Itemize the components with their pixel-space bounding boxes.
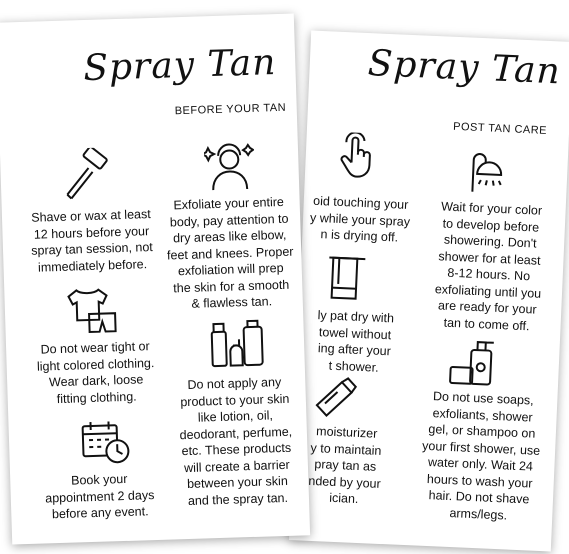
front-tip-4: Do not apply any product to your skin like lotion, oil, deodorant, perfume, etc. These products will create a barrier between your skin and the spray tan.: [179, 375, 293, 508]
back-tip-4: Do not use soaps, exfoliants, shower gel, or shampoo on your first shower, use water only. Wait 24 hours to wash your hair. Do not shave arms/legs.: [421, 389, 541, 523]
shower-icon: [466, 149, 512, 195]
post-tan-card: [289, 31, 569, 552]
back-card-title: Spray Tan: [366, 43, 562, 93]
front-tip-3: Do not wear tight or light colored clothing. Wear dark, loose fitting clothing.: [36, 339, 155, 406]
soap-bottles-icon: [446, 333, 504, 387]
back-card-subtitle: POST TAN CARE: [452, 120, 548, 137]
back-tip-1: oid touching your y while your spray n is drying off.: [309, 193, 411, 245]
front-tip-5: Book your appointment 2 days before any event.: [45, 471, 155, 522]
before-tan-card: [0, 13, 310, 544]
back-tip-2: Wait for your color to develop before showering. Don't shower for at least 8-12 hours. No exfoliating until you are ready for your tan to come off.: [434, 199, 543, 333]
bottles-icon: [207, 316, 269, 368]
front-tip-1: Shave or wax at least 12 hours before your spray tan session, not immediately before.: [31, 207, 154, 275]
front-card-title: Spray Tan: [82, 42, 277, 90]
calendar-clock-icon: [80, 419, 131, 467]
clothing-icon: [64, 285, 119, 335]
lotion-tube-icon: [312, 375, 358, 421]
back-tip-3: ly pat dry with towel without ing after your t shower.: [317, 308, 395, 375]
hand-touch-icon: [337, 132, 379, 182]
front-card-subtitle: BEFORE YOUR TAN: [174, 101, 287, 118]
person-sparkle-icon: [204, 139, 256, 193]
front-tip-2: Exfoliate your entire body, pay attention to dry areas like elbow, feet and knees. Proper exfoliation will prep the skin for a smooth & flawless tan.: [166, 194, 294, 311]
back-tip-5: moisturizer y to maintain pray tan as nded by your ician.: [308, 424, 382, 507]
towel-icon: [325, 253, 367, 303]
razor-icon: [60, 147, 114, 201]
